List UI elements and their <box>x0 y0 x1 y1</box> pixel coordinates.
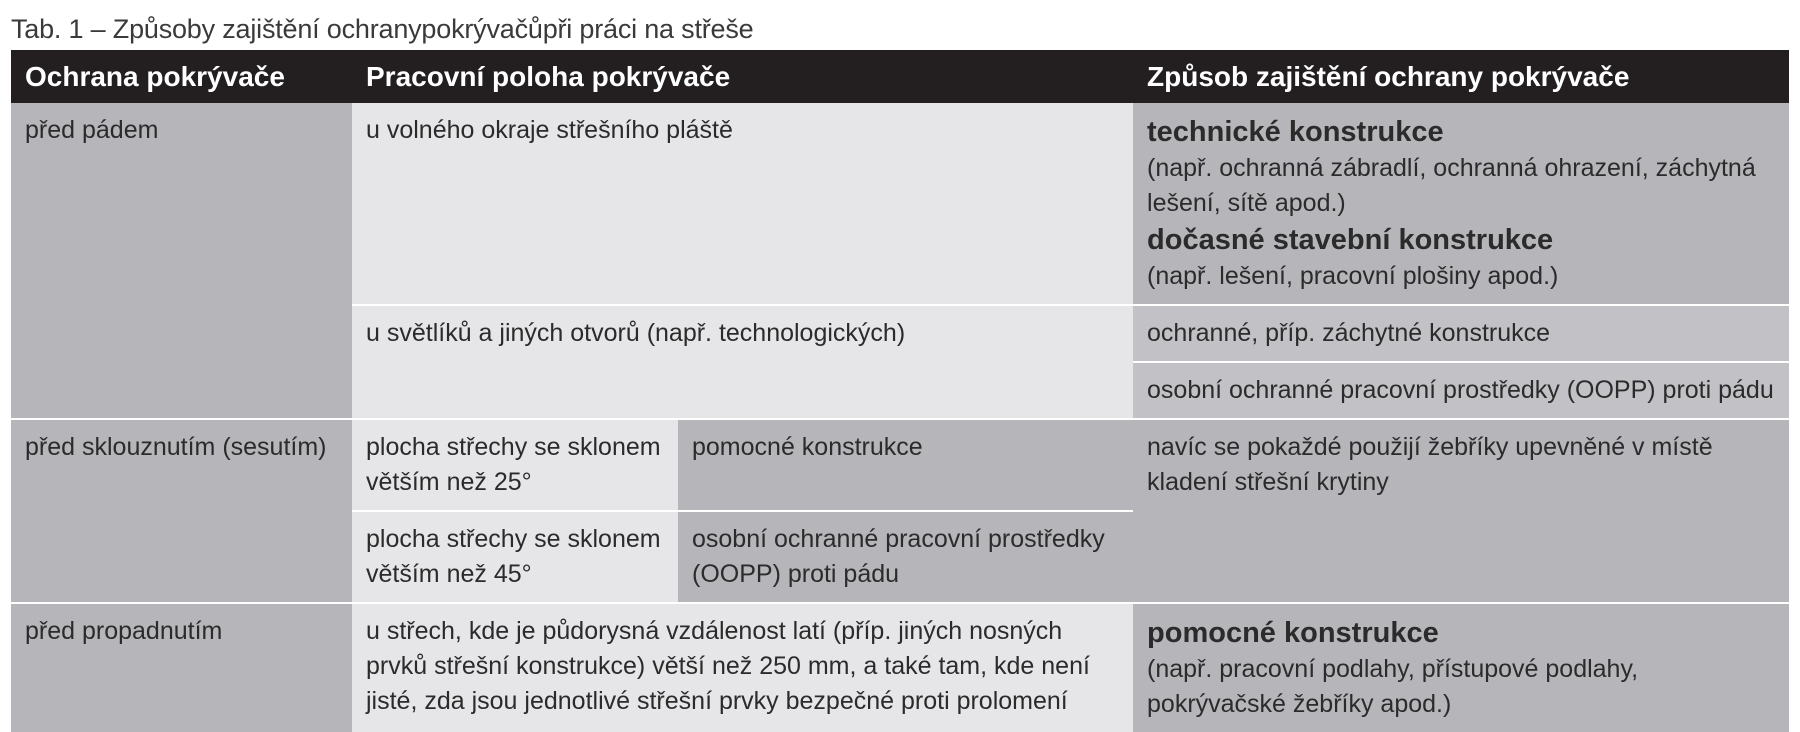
header-protection: Ochrana pokrývače <box>11 50 352 103</box>
cell-skylight-method-1: ochranné, příp. záchytné konstrukce <box>1133 305 1789 362</box>
table-row <box>11 419 1789 511</box>
tech-constructions-title: technické konstrukce <box>1147 116 1444 148</box>
cell-skylight-method-2: osobní ochranné pracovní prostředky (OOPP) proti pádu <box>1133 362 1789 419</box>
cell-slope-45: plocha střechy se sklonem větším než 45° <box>352 511 678 603</box>
table-row <box>11 103 1789 305</box>
cell-fallthrough-position: u střech, kde je půdorysná vzdálenost latí (příp. jiných nosných prvků střešní konstrukce) větší než 250 mm, a také tam, kde není jisté, zda jsou jednotlivé střešní prvky bezpečné proti prolomení <box>352 603 1133 732</box>
table-row <box>11 603 1789 732</box>
cell-fallthrough-method <box>1133 603 1789 732</box>
cell-aux-constructions: pomocné konstrukce <box>678 419 1133 511</box>
row-label-slide: před sklouznutím (sesutím) <box>11 419 352 603</box>
temp-constructions-title: dočasné stavební konstrukce <box>1147 224 1554 256</box>
protection-table <box>11 50 1789 732</box>
aux-constructions-note: (např. pracovní podlahy, přístupové podlahy, pokrývačské žebříky apod.) <box>1147 655 1639 718</box>
aux-constructions-title: pomocné konstrukce <box>1147 617 1439 649</box>
header-method: Způsob zajištění ochrany pokrývače <box>1133 50 1789 103</box>
row-label-fall: před pádem <box>11 103 352 419</box>
temp-constructions-note: (např. lešení, pracovní plošiny apod.) <box>1147 262 1559 290</box>
header-position: Pracovní poloha pokrývače <box>352 50 1133 103</box>
row-label-fallthrough: před propadnutím <box>11 603 352 732</box>
table-caption: Tab. 1 – Způsoby zajištění ochranypokrývačůpři práci na střeše <box>11 14 754 44</box>
cell-slope-25: plocha střechy se sklonem větším než 25° <box>352 419 678 511</box>
cell-ladders: navíc se pokaždé použijí žebříky upevněné v místě kladení střešní krytiny <box>1133 419 1789 603</box>
cell-skylight-position: u světlíků a jiných otvorů (např. technologických) <box>352 305 1133 419</box>
header-row <box>11 50 1789 103</box>
cell-edge-position: u volného okraje střešního pláště <box>352 103 1133 305</box>
cell-edge-method <box>1133 103 1789 305</box>
tech-constructions-note: (např. ochranná zábradlí, ochranná ohrazení, záchytná lešení, sítě apod.) <box>1147 154 1756 217</box>
cell-oopp: osobní ochranné pracovní prostředky (OOPP) proti pádu <box>678 511 1133 603</box>
